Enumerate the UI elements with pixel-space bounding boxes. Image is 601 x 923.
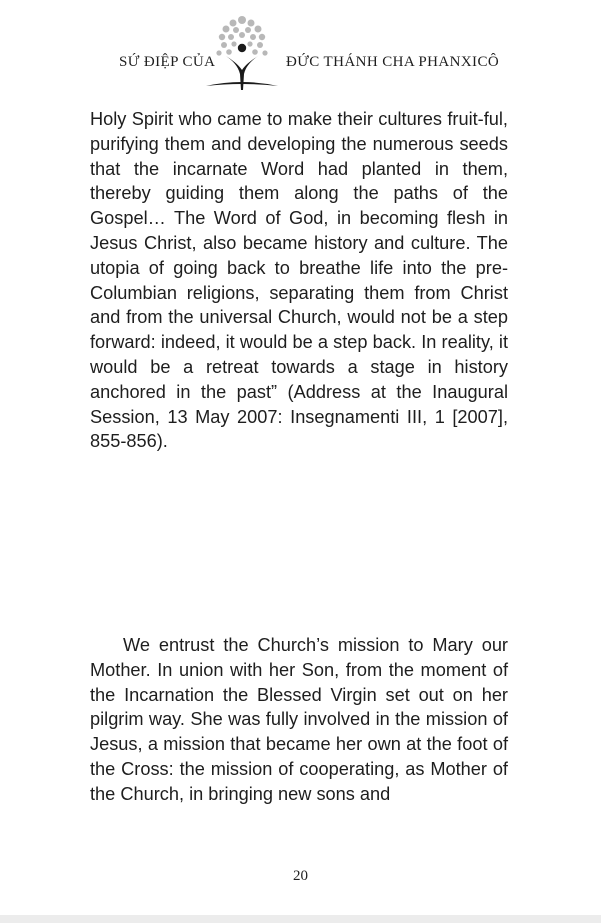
page-header: [0, 14, 601, 96]
header-title-left: SỨ ĐIỆP CỦA: [119, 54, 216, 70]
body-paragraph-2: We entrust the Church’s mission to Mary our Mother. In union with her Son, from the moment of the Incarnation the Blessed Virgin set out on her pilgrim way. She was fully involved in the mission of Jesus, a mission that became her own at the foot of the Cross: the mission of cooperating, as Mother of the Church, in bringing new sons and: [90, 635, 508, 804]
tree-person-logo-icon: [200, 14, 284, 96]
body-paragraph-1: Holy Spirit who came to make their cultures fruit-ful, purifying them and developing the numerous seeds that the incarnate Word had planted in them, thereby guiding them along the paths of the Gospel… The Word of God, in becoming flesh in Jesus Christ, also became history and culture. The utopia of going back to breathe life into the pre-Columbian religions, separating them from Christ and from the universal Church, would not be a step forward: indeed, it would be a step back. In reality, it would be a retreat towards a stage in history anchored in the past” (Address at the Inaugural Session, 13 May 2007: Insegnamenti III, 1 [2007], 855-856).: [90, 109, 508, 452]
page-bottom-edge: [0, 915, 601, 923]
page-number: 20: [293, 868, 308, 884]
header-title-right: ĐỨC THÁNH CHA PHANXICÔ: [286, 54, 500, 70]
